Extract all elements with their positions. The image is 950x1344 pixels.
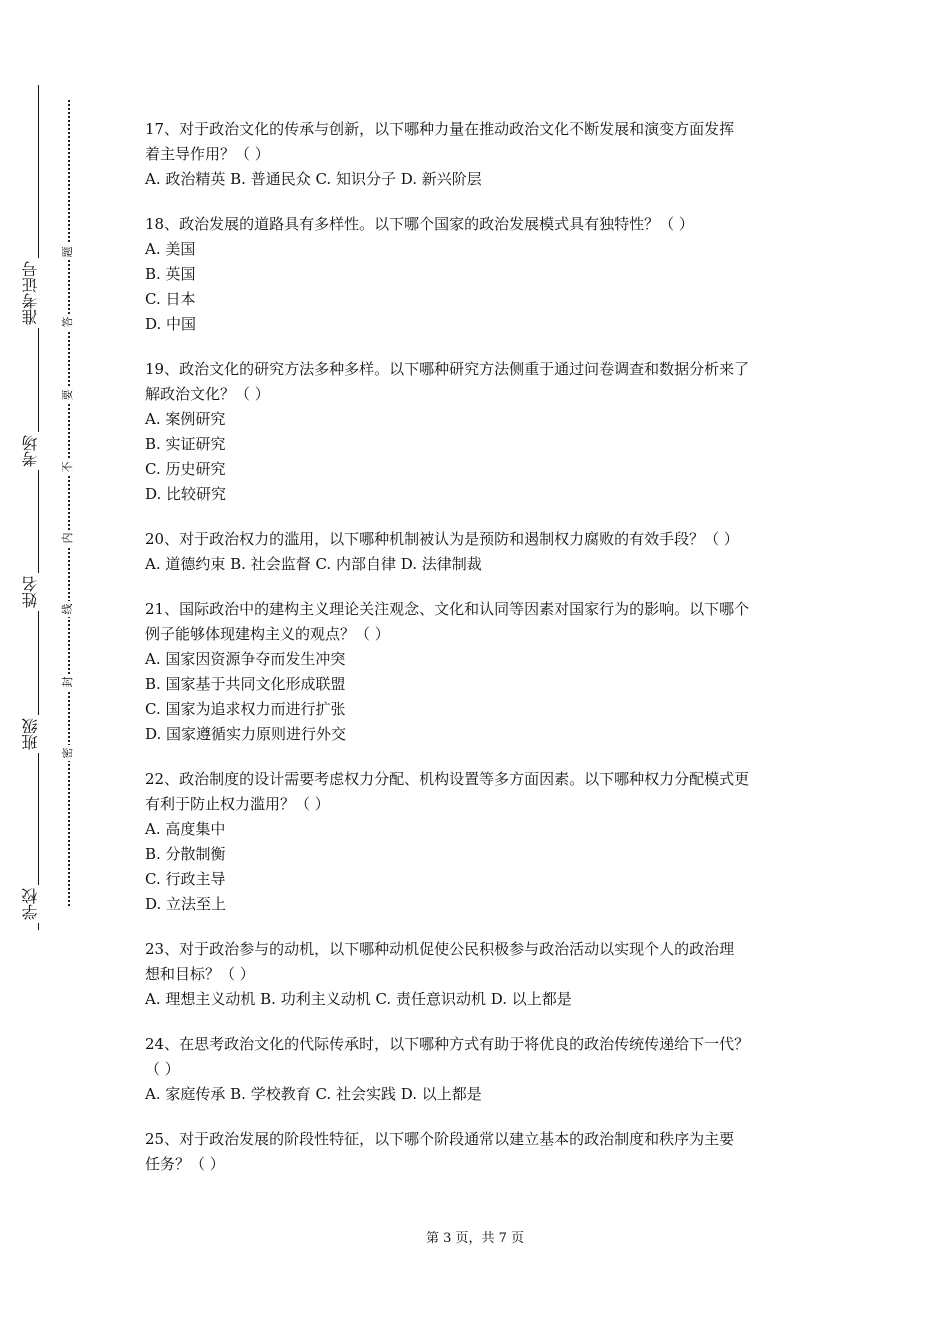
option-a: A. 美国 — [145, 240, 196, 258]
seal-char: 不 — [60, 459, 76, 475]
binding-solid-line — [38, 85, 39, 930]
option-c: C. 行政主导 — [145, 870, 226, 888]
exam-room-label: 考场 — [22, 432, 42, 470]
school-label: 学校 — [22, 885, 42, 923]
question-text: 18、政治发展的道路具有多样性。以下哪个国家的政治发展模式具有独特性？（ ） — [145, 215, 694, 233]
question-19 — [145, 357, 815, 507]
option-b: B. 实证研究 — [145, 435, 226, 453]
question-text: 19、政治文化的研究方法多种多样。以下哪种研究方法侧重于通过问卷调查和数据分析来了 — [145, 360, 750, 378]
binding-dotted-line — [68, 100, 70, 906]
option-c: C. 历史研究 — [145, 460, 226, 478]
option-d: D. 立法至上 — [145, 895, 227, 913]
seal-char: 封 — [60, 674, 76, 690]
question-20 — [145, 527, 815, 577]
seal-char: 题 — [60, 244, 76, 260]
class-label: 班级 — [22, 715, 42, 753]
option-a: A. 高度集中 — [145, 820, 226, 838]
question-text: 着主导作用？（ ） — [145, 145, 270, 163]
question-text: 21、国际政治中的建构主义理论关注观念、文化和认同等因素对国家行为的影响。以下哪个 — [145, 600, 750, 618]
option-d: D. 国家遵循实力原则进行外交 — [145, 725, 347, 743]
question-23 — [145, 937, 815, 1012]
question-options: A. 政治精英 B. 普通民众 C. 知识分子 D. 新兴阶层 — [145, 170, 482, 188]
question-text: 想和目标？（ ） — [145, 965, 255, 983]
option-c: C. 日本 — [145, 290, 196, 308]
question-text: （ ） — [145, 1060, 180, 1078]
question-text: 例子能够体现建构主义的观点？（ ） — [145, 625, 390, 643]
seal-char: 要 — [60, 387, 76, 403]
question-options: A. 理想主义动机 B. 功利主义动机 C. 责任意识动机 D. 以上都是 — [145, 990, 572, 1008]
seal-char: 答 — [60, 314, 76, 330]
seal-char: 内 — [60, 530, 76, 546]
option-d: D. 比较研究 — [145, 485, 227, 503]
question-text: 任务？（ ） — [145, 1155, 225, 1173]
question-25 — [145, 1127, 815, 1177]
question-options: A. 道德约束 B. 社会监督 C. 内部自律 D. 法律制裁 — [145, 555, 482, 573]
question-text: 23、对于政治参与的动机，以下哪种动机促使公民积极参与政治活动以实现个人的政治理 — [145, 940, 735, 958]
question-21 — [145, 597, 815, 747]
option-d: D. 中国 — [145, 315, 197, 333]
question-text: 有利于防止权力滥用？（ ） — [145, 795, 330, 813]
option-b: B. 分散制衡 — [145, 845, 226, 863]
question-text: 24、在思考政治文化的代际传承时，以下哪种方式有助于将优良的政治传统传递给下一代？ — [145, 1035, 750, 1053]
question-text: 20、对于政治权力的滥用，以下哪种机制被认为是预防和遏制权力腐败的有效手段？（ ） — [145, 530, 739, 548]
seal-char: 密 — [60, 745, 76, 761]
option-c: C. 国家为追求权力而进行扩张 — [145, 700, 346, 718]
question-17 — [145, 117, 815, 192]
question-18 — [145, 212, 815, 337]
option-a: A. 案例研究 — [145, 410, 226, 428]
question-24 — [145, 1032, 815, 1107]
option-b: B. 英国 — [145, 265, 196, 283]
question-text: 22、政治制度的设计需要考虑权力分配、机构设置等多方面因素。以下哪种权力分配模式更 — [145, 770, 750, 788]
question-text: 解政治文化？（ ） — [145, 385, 270, 403]
question-22 — [145, 767, 815, 917]
option-a: A. 国家因资源争夺而发生冲突 — [145, 650, 346, 668]
question-text: 25、对于政治发展的阶段性特征，以下哪个阶段通常以建立基本的政治制度和秩序为主要 — [145, 1130, 735, 1148]
question-text: 17、对于政治文化的传承与创新，以下哪种力量在推动政治文化不断发展和演变方面发挥 — [145, 120, 735, 138]
question-options: A. 家庭传承 B. 学校教育 C. 社会实践 D. 以上都是 — [145, 1085, 482, 1103]
seal-char: 线 — [60, 601, 76, 617]
question-list — [145, 117, 815, 1197]
admission-number-label: 准考证号 — [22, 258, 42, 328]
page-number: 第 3 页，共 7 页 — [425, 1231, 525, 1246]
option-b: B. 国家基于共同文化形成联盟 — [145, 675, 346, 693]
name-label: 姓名 — [22, 573, 42, 611]
